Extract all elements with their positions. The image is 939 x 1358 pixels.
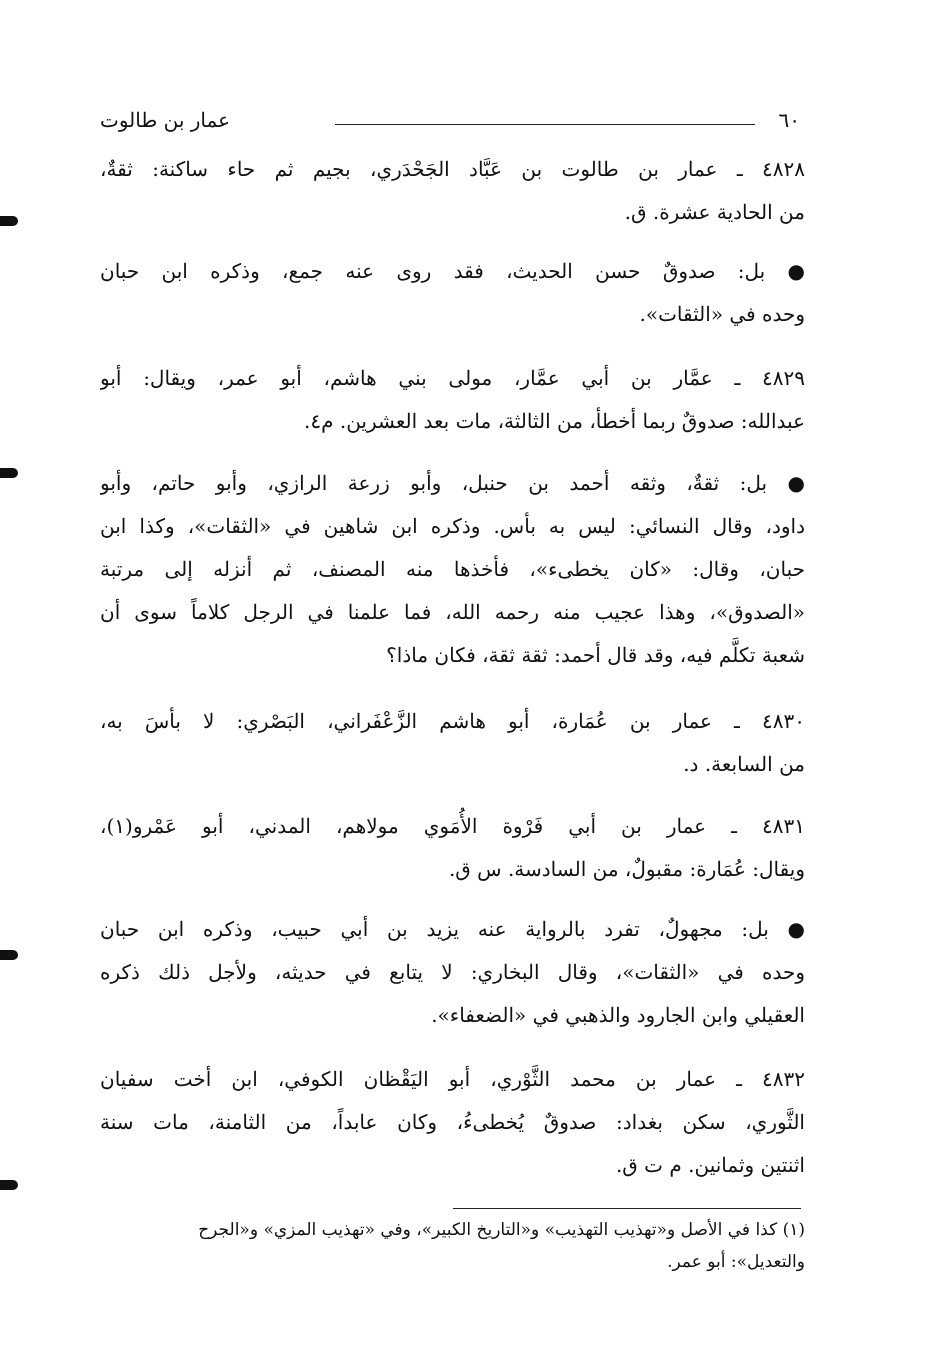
footnote-rule [453,1208,801,1209]
page-number: ٦٠ [778,108,800,132]
header-rule [335,124,755,125]
scan-margin-mark [0,1180,18,1190]
entry-line: عبدالله: صدوقٌ ربما أخطأ، من الثالثة، مات بعد العشرين. م٤. [303,409,805,433]
commentary-line: حبان، وقال: «كان يخطىء»، فأخذها منه المصنف، ثم أنزله إلى مرتبة [100,557,805,581]
commentary-line: وحده في «الثقات»، وقال البخاري: لا يتابع في حديثه، ولأجل ذلك ذكره [100,960,805,984]
commentary-line: ● بل: ثقةٌ، وثقه أحمد بن حنبل، وأبو زرعة الرازي، وأبو حاتم، وأبو [100,471,805,495]
commentary-4829 [100,462,805,677]
entry-4829 [100,357,805,443]
footnote [100,1214,805,1278]
entry-4828 [100,148,805,234]
footnote-line: (١) كذا في الأصل و«تهذيب التهذيب» و«التاريخ الكبير»، وفي «تهذيب المزي» و«الجرح [198,1220,805,1240]
commentary-line: وحده في «الثقات». [639,302,805,326]
scan-margin-mark [0,468,18,478]
commentary-line: ● بل: صدوقٌ حسن الحديث، فقد روى عنه جمع، وذكره ابن حبان [100,259,805,283]
entry-4831 [100,805,805,891]
entry-line: من الحادية عشرة. ق. [624,200,805,224]
entry-line: ويقال: عُمَارة: مقبولٌ، من السادسة. س ق. [448,857,805,881]
commentary-line: العقيلي وابن الجارود والذهبي في «الضعفاء». [431,1003,805,1027]
entry-line: ٤٨٣٠ ـ عمار بن عُمَارة، أبو هاشم الزَّعْفَراني، البَصْري: لا بأسَ به، [100,709,805,733]
entry-line: ٤٨٢٩ ـ عمَّار بن أبي عمَّار، مولى بني هاشم، أبو عمر، ويقال: أبو [100,366,805,390]
scan-margin-mark [0,950,18,960]
running-title: عمار بن طالوت [100,108,231,132]
commentary-line: داود، وقال النسائي: ليس به بأس. وذكره ابن شاهين في «الثقات»، وكذا ابن [100,514,805,538]
entry-line: ٤٨٣١ ـ عمار بن أبي فَرْوة الأُمَوي مولاهم، المدني، أبو عَمْرو(١)، [100,814,805,838]
entry-line: ٤٨٣٢ ـ عمار بن محمد الثَّوْري، أبو اليَقْظان الكوفي، ابن أخت سفيان [100,1067,805,1091]
entry-4830 [100,700,805,786]
scan-margin-mark [0,216,18,226]
entry-line: من السابعة. د. [683,752,805,776]
commentary-line: شعبة تكلَّم فيه، وقد قال أحمد: ثقة ثقة، فكان ماذا؟ [386,643,805,667]
entry-line: ٤٨٢٨ ـ عمار بن طالوت بن عَبَّاد الجَحْدَري، بجيم ثم حاء ساكنة: ثقةٌ، [100,157,805,181]
commentary-4828 [100,250,805,336]
commentary-line: «الصدوق»، وهذا عجيب منه رحمه الله، فما علمنا في الرجل كلاماً سوى أن [100,600,805,624]
entry-line: اثنتين وثمانين. م ت ق. [615,1153,805,1177]
entry-4832 [100,1058,805,1187]
commentary-line: ● بل: مجهولٌ، تفرد بالرواية عنه يزيد بن أبي حبيب، وذكره ابن حبان [100,917,805,941]
commentary-4831 [100,908,805,1037]
entry-line: الثَّوري، سكن بغداد: صدوقٌ يُخطىءُ، وكان عابداً، من الثامنة، مات سنة [100,1110,805,1134]
footnote-line: والتعديل»: أبو عمر. [667,1252,805,1272]
page-header [100,108,800,138]
